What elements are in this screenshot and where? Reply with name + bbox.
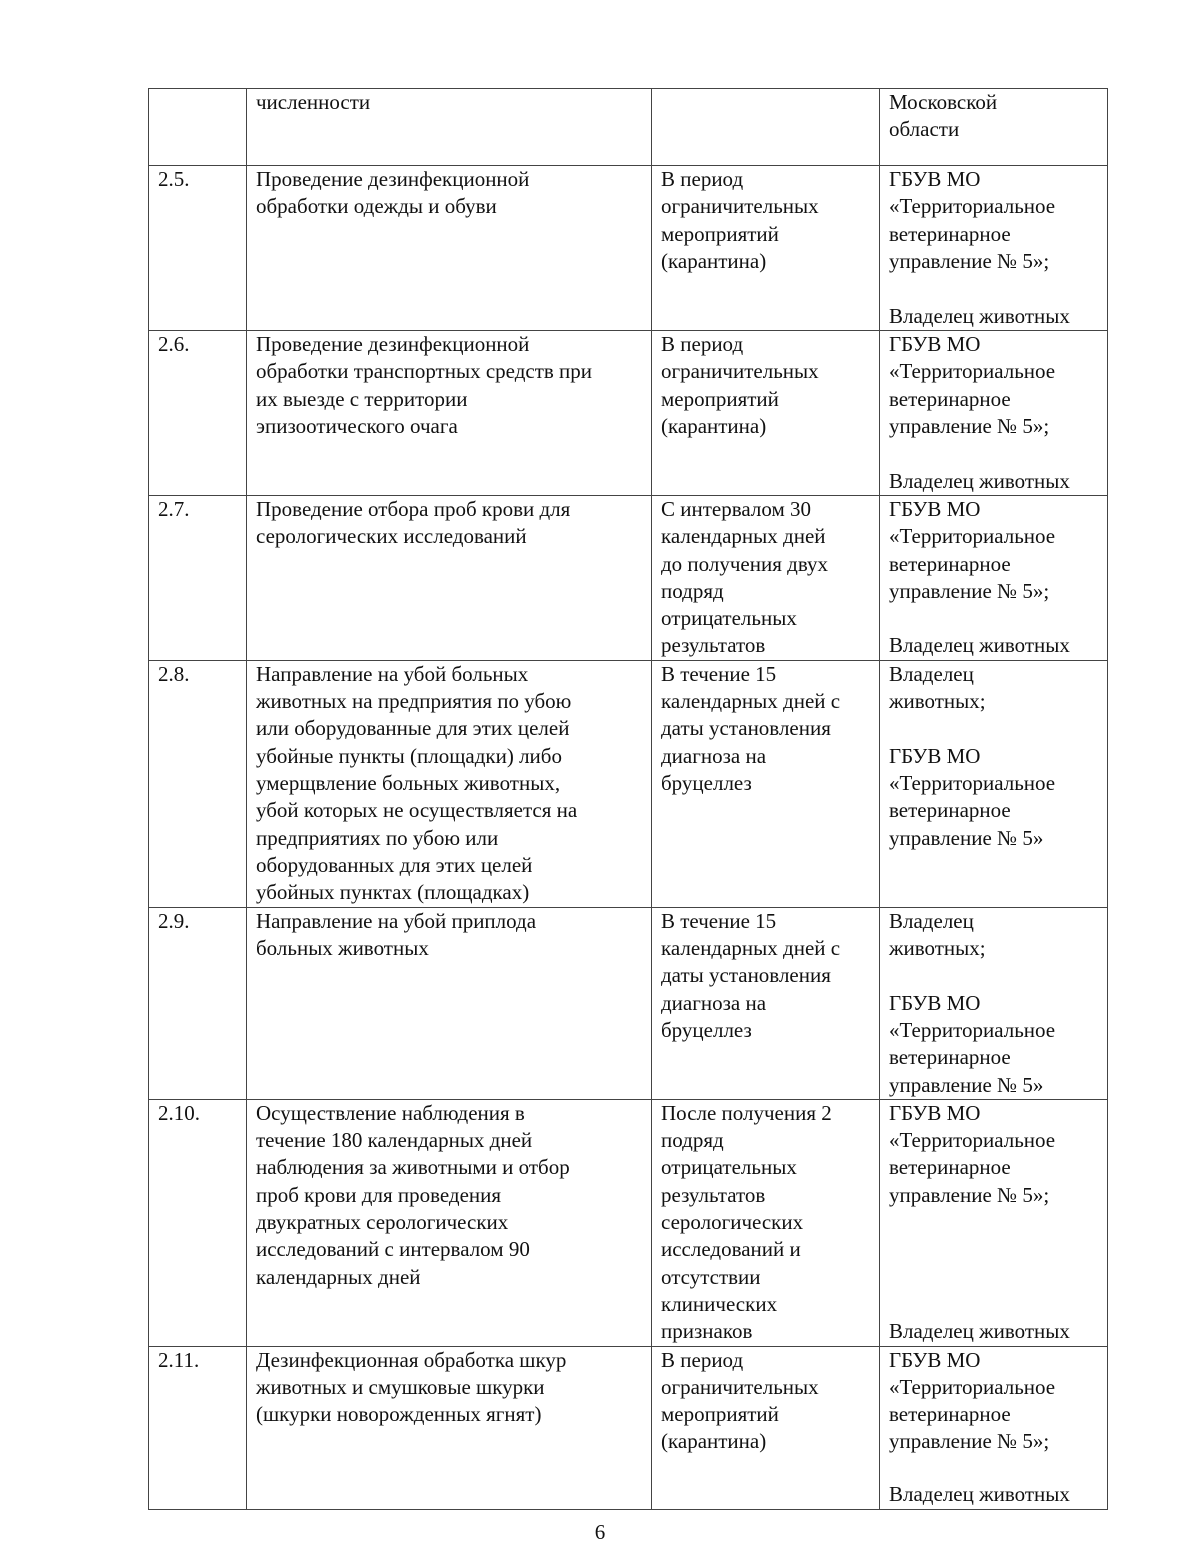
measure-description: Проведение отбора проб крови для серологических исследований xyxy=(247,496,652,661)
item-number: 2.7. xyxy=(149,496,247,661)
table-row xyxy=(149,1346,1108,1509)
table-row xyxy=(149,1099,1108,1346)
item-number: 2.9. xyxy=(149,907,247,1099)
measure-description: численности xyxy=(247,89,652,166)
responsible-party: ГБУВ МО «Территориальное ветеринарное управление № 5»; Владелец животных xyxy=(880,1099,1108,1346)
measure-description: Направление на убой приплода больных животных xyxy=(247,907,652,1099)
measure-period: В период ограничительных мероприятий (карантина) xyxy=(652,331,880,496)
item-number: 2.8. xyxy=(149,660,247,907)
measure-period: С интервалом 30 календарных дней до получения двух подряд отрицательных результатов xyxy=(652,496,880,661)
responsible-party: Владелец животных; ГБУВ МО «Территориальное ветеринарное управление № 5» xyxy=(880,660,1108,907)
table-row xyxy=(149,89,1108,166)
measure-description: Дезинфекционная обработка шкур животных и смушковые шкурки (шкурки новорожденных ягнят) xyxy=(247,1346,652,1509)
responsible-party: ГБУВ МО «Территориальное ветеринарное управление № 5»; Владелец животных xyxy=(880,166,1108,331)
item-number: 2.5. xyxy=(149,166,247,331)
responsible-party: Московской области xyxy=(880,89,1108,166)
responsible-owner: Владелец животных xyxy=(889,1319,1070,1344)
measure-period: В течение 15 календарных дней с даты установления диагноза на бруцеллез xyxy=(652,907,880,1099)
measure-period xyxy=(652,89,880,166)
measure-description: Проведение дезинфекционной обработки одежды и обуви xyxy=(247,166,652,331)
measure-period: В период ограничительных мероприятий (карантина) xyxy=(652,1346,880,1509)
responsible-owner: Владелец животных xyxy=(889,1482,1070,1507)
measure-period: В период ограничительных мероприятий (карантина) xyxy=(652,166,880,331)
measure-description: Направление на убой больных животных на предприятия по убою или оборудованные для этих целей убойные пункты (площадки) либо умерщвление больных животных, убой которых не осуществляется на предприятиях по убою или оборудованных для этих целей убойных пунктах (площадках) xyxy=(247,660,652,907)
measure-description: Осуществление наблюдения в течение 180 календарных дней наблюдения за животными и отбор проб крови для проведения двукратных серологических исследований с интервалом 90 календарных дней xyxy=(247,1099,652,1346)
responsible-owner: Владелец животных xyxy=(889,303,1070,328)
table-row xyxy=(149,166,1108,331)
table-row xyxy=(149,496,1108,661)
responsible-party: Владелец животных; ГБУВ МО «Территориальное ветеринарное управление № 5» xyxy=(880,907,1108,1099)
measure-period: После получения 2 подряд отрицательных результатов серологических исследований и отсутствии клинических признаков xyxy=(652,1099,880,1346)
item-number xyxy=(149,89,247,166)
item-number: 2.6. xyxy=(149,331,247,496)
page-number: 6 xyxy=(594,1520,606,1544)
measures-table xyxy=(148,88,1108,1510)
responsible-party: ГБУВ МО «Территориальное ветеринарное управление № 5»; Владелец животных xyxy=(880,331,1108,496)
item-number: 2.10. xyxy=(149,1099,247,1346)
table-row xyxy=(149,907,1108,1099)
item-number: 2.11. xyxy=(149,1346,247,1509)
measure-description: Проведение дезинфекционной обработки транспортных средств при их выезде с территории эпизоотического очага xyxy=(247,331,652,496)
measure-period: В течение 15 календарных дней с даты установления диагноза на бруцеллез xyxy=(652,660,880,907)
responsible-party: ГБУВ МО «Территориальное ветеринарное управление № 5»; Владелец животных xyxy=(880,496,1108,661)
table-row xyxy=(149,331,1108,496)
responsible-owner: Владелец животных xyxy=(889,468,1070,493)
table-row xyxy=(149,660,1108,907)
responsible-owner: Владелец животных xyxy=(889,633,1070,658)
responsible-party: ГБУВ МО «Территориальное ветеринарное управление № 5»; Владелец животных xyxy=(880,1346,1108,1509)
